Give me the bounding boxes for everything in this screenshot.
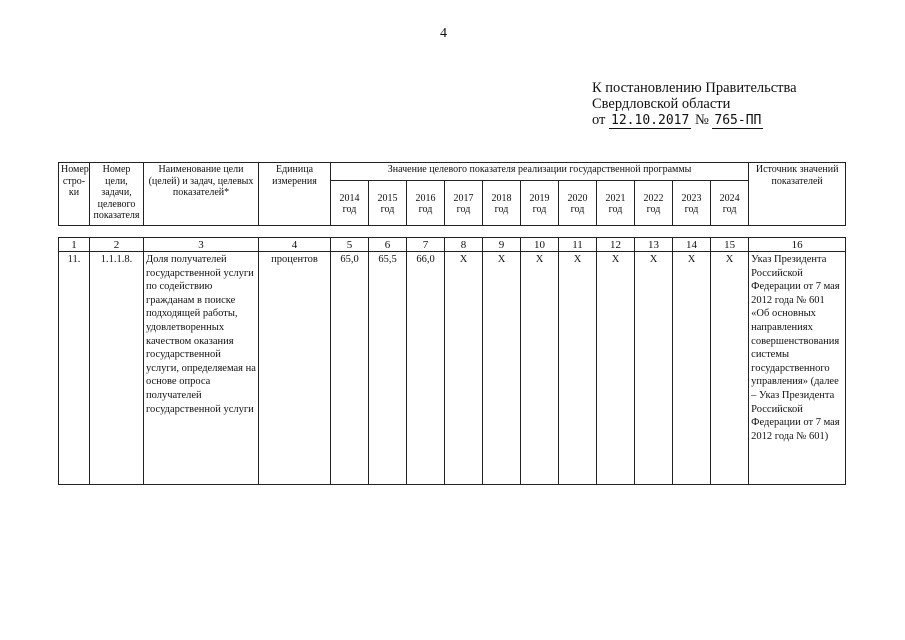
year-suffix: год [722, 204, 737, 216]
year-value: 2019 [529, 192, 550, 204]
year-suffix: год [380, 204, 395, 216]
column-number: 5 [331, 238, 369, 252]
year-suffix: год [342, 204, 357, 216]
header-year-2015 [369, 180, 407, 225]
column-numbers-row [59, 238, 846, 252]
indicators-table [58, 162, 846, 485]
year-suffix: год [570, 204, 585, 216]
value-2022: Х [635, 252, 673, 485]
year-suffix: год [494, 204, 509, 216]
header-year-2023 [673, 180, 711, 225]
value-2015: 65,5 [369, 252, 407, 485]
indicator-unit: процентов [259, 252, 331, 485]
approval-number: 765-ПП [714, 113, 762, 128]
value-2014: 65,0 [331, 252, 369, 485]
column-number: 7 [407, 238, 445, 252]
header-goal-no: Номер цели, задачи, целевого показателя [90, 163, 144, 226]
column-number: 3 [144, 238, 259, 252]
year-value: 2022 [643, 192, 664, 204]
approval-date: 12.10.2017 [611, 113, 690, 128]
header-year-2014 [331, 180, 369, 225]
year-suffix: год [456, 204, 471, 216]
goal-number: 1.1.1.8. [90, 252, 144, 485]
column-number: 15 [711, 238, 749, 252]
year-suffix: год [684, 204, 699, 216]
column-number: 11 [559, 238, 597, 252]
header-values-group: Значение целевого показателя реализации государственной программы [331, 163, 749, 181]
header-year-2022 [635, 180, 673, 225]
column-number: 16 [749, 238, 846, 252]
year-value: 2024 [719, 192, 740, 204]
year-value: 2021 [605, 192, 626, 204]
header-unit: Единица измерения [259, 163, 331, 226]
year-value: 2017 [453, 192, 474, 204]
header-year-2020 [559, 180, 597, 225]
spacer-row [59, 226, 846, 238]
column-number: 13 [635, 238, 673, 252]
column-number: 9 [483, 238, 521, 252]
header-row-1 [59, 163, 846, 181]
approval-line-2: Свердловской области [592, 96, 731, 112]
number-label: № [694, 112, 709, 128]
header-name: Наименование цели (целей) и задач, целевых показателей* [144, 163, 259, 226]
column-number: 10 [521, 238, 559, 252]
year-suffix: год [646, 204, 661, 216]
year-value: 2014 [339, 192, 360, 204]
column-number: 1 [59, 238, 90, 252]
header-year-2019 [521, 180, 559, 225]
value-2023: Х [673, 252, 711, 485]
approval-stamp [592, 80, 797, 129]
approval-line-1: К постановлению Правительства [592, 80, 797, 96]
header-year-2017 [445, 180, 483, 225]
year-suffix: год [608, 204, 623, 216]
year-value: 2016 [415, 192, 436, 204]
header-source: Источник значений показателей [749, 163, 846, 226]
indicator-source: Указ Президента Российской Федерации от 7 мая 2012 года № 601 «Об основных направлениях совершенствования системы государственного управления» (далее – Указ Президента Российской Федерации от 7 мая 2012 года № 601) [749, 252, 846, 485]
row-number: 11. [59, 252, 90, 485]
from-label: от [592, 112, 606, 128]
header-year-2016 [407, 180, 445, 225]
column-number: 8 [445, 238, 483, 252]
value-2018: Х [483, 252, 521, 485]
header-year-2018 [483, 180, 521, 225]
header-row-no: Номер стро-ки [59, 163, 90, 226]
header-year-2021 [597, 180, 635, 225]
column-number: 12 [597, 238, 635, 252]
table-row [59, 252, 846, 485]
column-number: 4 [259, 238, 331, 252]
value-2020: Х [559, 252, 597, 485]
year-suffix: год [532, 204, 547, 216]
value-2024: Х [711, 252, 749, 485]
value-2016: 66,0 [407, 252, 445, 485]
column-number: 2 [90, 238, 144, 252]
approval-line-3 [592, 112, 797, 129]
page-number: 4 [440, 26, 447, 41]
header-year-2024 [711, 180, 749, 225]
value-2019: Х [521, 252, 559, 485]
indicator-name: Доля получателей государственной услуги по содействию гражданам в поиске подходящей работы, удовлетворенных качеством оказания государственной услуги, определяемая на основе опроса получателей государственной услуги [144, 252, 259, 485]
column-number: 14 [673, 238, 711, 252]
year-value: 2015 [377, 192, 398, 204]
value-2017: Х [445, 252, 483, 485]
value-2021: Х [597, 252, 635, 485]
year-value: 2020 [567, 192, 588, 204]
year-value: 2018 [491, 192, 512, 204]
column-number: 6 [369, 238, 407, 252]
year-suffix: год [418, 204, 433, 216]
year-value: 2023 [681, 192, 702, 204]
